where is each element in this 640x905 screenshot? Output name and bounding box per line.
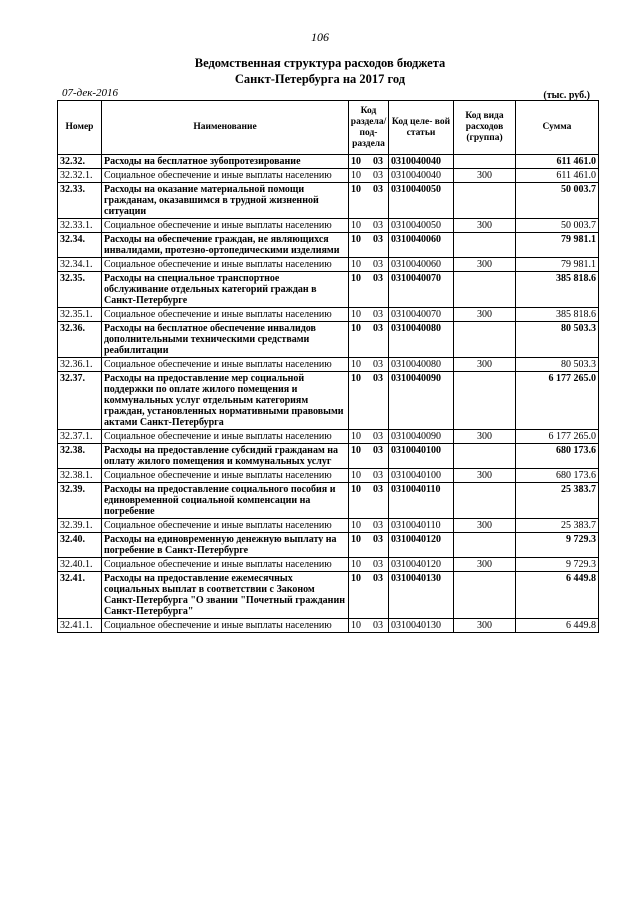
- row-number: 32.35.: [58, 272, 102, 308]
- row-subsection: 03: [373, 534, 383, 545]
- table-row: [58, 155, 599, 169]
- table-header-row: [58, 101, 599, 155]
- row-subsection: 03: [373, 445, 383, 456]
- row-expense-type: 300: [454, 258, 516, 272]
- row-expense-type: 300: [454, 169, 516, 183]
- row-name: Социальное обеспечение и иные выплаты населению: [102, 308, 349, 322]
- row-number: 32.35.1.: [58, 308, 102, 322]
- row-name: Расходы на обеспечение граждан, не являющихся инвалидами, протезно-ортопедическими изделиями: [102, 233, 349, 258]
- row-section-code: [349, 358, 389, 372]
- row-section-code: [349, 219, 389, 233]
- row-number: 32.36.1.: [58, 358, 102, 372]
- row-section-code: [349, 533, 389, 558]
- row-subsection: 03: [373, 373, 383, 384]
- row-target-code: 0310040050: [389, 183, 454, 219]
- row-amount: 79 981.1: [516, 233, 599, 258]
- budget-table: [57, 100, 599, 633]
- header-amount: Сумма: [516, 101, 599, 155]
- row-amount: 25 383.7: [516, 519, 599, 533]
- row-section: 10: [351, 156, 361, 167]
- table-row: [58, 219, 599, 233]
- table-row: [58, 572, 599, 619]
- row-subsection: 03: [373, 470, 383, 481]
- row-number: 32.40.1.: [58, 558, 102, 572]
- row-expense-type: [454, 233, 516, 258]
- row-amount: 9 729.3: [516, 558, 599, 572]
- row-expense-type: [454, 183, 516, 219]
- row-subsection: 03: [373, 484, 383, 495]
- row-subsection: 03: [373, 620, 383, 631]
- row-section: 10: [351, 534, 361, 545]
- header-section: Код раздела/ под- раздела: [349, 101, 389, 155]
- row-section-code: [349, 169, 389, 183]
- row-number: 32.34.: [58, 233, 102, 258]
- row-amount: 6 177 265.0: [516, 372, 599, 430]
- row-name: Социальное обеспечение и иные выплаты населению: [102, 619, 349, 633]
- row-amount: 6 177 265.0: [516, 430, 599, 444]
- document-date: 07-дек-2016: [62, 87, 119, 99]
- row-amount: 9 729.3: [516, 533, 599, 558]
- row-target-code: 0310040060: [389, 233, 454, 258]
- row-expense-type: 300: [454, 619, 516, 633]
- row-target-code: 0310040090: [389, 372, 454, 430]
- row-subsection: 03: [373, 309, 383, 320]
- row-expense-type: 300: [454, 469, 516, 483]
- row-target-code: 0310040100: [389, 469, 454, 483]
- row-name: Социальное обеспечение и иные выплаты населению: [102, 169, 349, 183]
- row-name: Социальное обеспечение и иные выплаты населению: [102, 469, 349, 483]
- row-expense-type: 300: [454, 308, 516, 322]
- row-section: 10: [351, 184, 361, 195]
- row-name: Социальное обеспечение и иные выплаты населению: [102, 258, 349, 272]
- table-row: [58, 169, 599, 183]
- header-name: Наименование: [102, 101, 349, 155]
- row-section-code: [349, 322, 389, 358]
- header-number: Номер: [58, 101, 102, 155]
- row-target-code: 0310040090: [389, 430, 454, 444]
- row-name: Расходы на предоставление субсидий гражданам на оплату жилого помещения и коммунальных услуг: [102, 444, 349, 469]
- row-target-code: 0310040040: [389, 169, 454, 183]
- row-section-code: [349, 469, 389, 483]
- title-line-1: Ведомственная структура расходов бюджета: [194, 56, 446, 70]
- row-expense-type: [454, 155, 516, 169]
- title-line-2: Санкт-Петербурга на 2017 год: [234, 72, 406, 86]
- header-expense-type: Код вида расходов (группа): [454, 101, 516, 155]
- row-section-code: [349, 572, 389, 619]
- row-section: 10: [351, 445, 361, 456]
- table-row: [58, 308, 599, 322]
- row-subsection: 03: [373, 359, 383, 370]
- row-expense-type: [454, 444, 516, 469]
- table-row: [58, 358, 599, 372]
- table-row: [58, 372, 599, 430]
- document-title: [0, 55, 640, 87]
- table-row: [58, 469, 599, 483]
- row-number: 32.33.: [58, 183, 102, 219]
- row-number: 32.34.1.: [58, 258, 102, 272]
- row-section: 10: [351, 359, 361, 370]
- row-amount: 6 449.8: [516, 572, 599, 619]
- row-name: Социальное обеспечение и иные выплаты населению: [102, 358, 349, 372]
- row-expense-type: [454, 483, 516, 519]
- row-name: Расходы на бесплатное обеспечение инвалидов дополнительными техническими средствами реабилитации: [102, 322, 349, 358]
- row-target-code: 0310040070: [389, 308, 454, 322]
- row-name: Социальное обеспечение и иные выплаты населению: [102, 430, 349, 444]
- row-amount: 680 173.6: [516, 469, 599, 483]
- row-target-code: 0310040110: [389, 483, 454, 519]
- row-expense-type: 300: [454, 430, 516, 444]
- header-target: Код целе- вой статьи: [389, 101, 454, 155]
- table-row: [58, 444, 599, 469]
- row-section-code: [349, 155, 389, 169]
- row-expense-type: [454, 372, 516, 430]
- unit-label: (тыс. руб.): [543, 90, 590, 101]
- row-amount: 611 461.0: [516, 155, 599, 169]
- row-name: Социальное обеспечение и иные выплаты населению: [102, 219, 349, 233]
- row-subsection: 03: [373, 259, 383, 270]
- row-expense-type: 300: [454, 219, 516, 233]
- row-number: 32.40.: [58, 533, 102, 558]
- row-section-code: [349, 372, 389, 430]
- row-amount: 79 981.1: [516, 258, 599, 272]
- row-name: Расходы на специальное транспортное обслуживание отдельных категорий граждан в Санкт-Петербурге: [102, 272, 349, 308]
- row-expense-type: [454, 533, 516, 558]
- row-section-code: [349, 233, 389, 258]
- row-subsection: 03: [373, 220, 383, 231]
- row-number: 32.38.: [58, 444, 102, 469]
- row-number: 32.32.: [58, 155, 102, 169]
- row-target-code: 0310040060: [389, 258, 454, 272]
- row-number: 32.36.: [58, 322, 102, 358]
- row-section: 10: [351, 309, 361, 320]
- table-row: [58, 519, 599, 533]
- row-number: 32.32.1.: [58, 169, 102, 183]
- row-amount: 25 383.7: [516, 483, 599, 519]
- row-section-code: [349, 619, 389, 633]
- row-section: 10: [351, 259, 361, 270]
- row-section: 10: [351, 484, 361, 495]
- row-section: 10: [351, 620, 361, 631]
- row-section: 10: [351, 373, 361, 384]
- row-section: 10: [351, 323, 361, 334]
- row-target-code: 0310040120: [389, 533, 454, 558]
- row-number: 32.37.1.: [58, 430, 102, 444]
- row-number: 32.41.1.: [58, 619, 102, 633]
- row-number: 32.38.1.: [58, 469, 102, 483]
- row-name: Расходы на оказание материальной помощи гражданам, оказавшимся в трудной жизненной ситуации: [102, 183, 349, 219]
- row-target-code: 0310040100: [389, 444, 454, 469]
- table-body: [58, 155, 599, 633]
- row-section-code: [349, 430, 389, 444]
- row-target-code: 0310040070: [389, 272, 454, 308]
- row-expense-type: 300: [454, 358, 516, 372]
- row-amount: 80 503.3: [516, 322, 599, 358]
- row-amount: 50 003.7: [516, 183, 599, 219]
- row-amount: 385 818.6: [516, 272, 599, 308]
- row-subsection: 03: [373, 156, 383, 167]
- table-row: [58, 558, 599, 572]
- row-section-code: [349, 272, 389, 308]
- table-row: [58, 258, 599, 272]
- row-target-code: 0310040120: [389, 558, 454, 572]
- row-section-code: [349, 444, 389, 469]
- table-row: [58, 619, 599, 633]
- row-subsection: 03: [373, 170, 383, 181]
- row-target-code: 0310040130: [389, 572, 454, 619]
- table-row: [58, 272, 599, 308]
- page-number: 106: [311, 30, 329, 44]
- row-section-code: [349, 308, 389, 322]
- table-row: [58, 233, 599, 258]
- row-section-code: [349, 258, 389, 272]
- row-amount: 50 003.7: [516, 219, 599, 233]
- row-section-code: [349, 558, 389, 572]
- row-name: Социальное обеспечение и иные выплаты населению: [102, 558, 349, 572]
- row-amount: 80 503.3: [516, 358, 599, 372]
- row-target-code: 0310040080: [389, 358, 454, 372]
- row-section: 10: [351, 431, 361, 442]
- row-section-code: [349, 183, 389, 219]
- row-name: Социальное обеспечение и иные выплаты населению: [102, 519, 349, 533]
- row-section: 10: [351, 273, 361, 284]
- row-amount: 611 461.0: [516, 169, 599, 183]
- row-section: 10: [351, 573, 361, 584]
- row-target-code: 0310040110: [389, 519, 454, 533]
- row-number: 32.39.: [58, 483, 102, 519]
- row-section-code: [349, 519, 389, 533]
- row-target-code: 0310040040: [389, 155, 454, 169]
- row-subsection: 03: [373, 184, 383, 195]
- row-target-code: 0310040050: [389, 219, 454, 233]
- row-subsection: 03: [373, 234, 383, 245]
- row-section: 10: [351, 220, 361, 231]
- row-section: 10: [351, 470, 361, 481]
- row-amount: 385 818.6: [516, 308, 599, 322]
- row-name: Расходы на предоставление мер социальной поддержки по оплате жилого помещения и коммунальных услуг отдельным категориям граждан, установленных нормативными правовыми актами Санкт-Петербурга: [102, 372, 349, 430]
- row-subsection: 03: [373, 573, 383, 584]
- row-amount: 680 173.6: [516, 444, 599, 469]
- row-target-code: 0310040130: [389, 619, 454, 633]
- table-row: [58, 322, 599, 358]
- row-subsection: 03: [373, 559, 383, 570]
- table-row: [58, 183, 599, 219]
- row-expense-type: 300: [454, 519, 516, 533]
- row-number: 32.33.1.: [58, 219, 102, 233]
- row-number: 32.37.: [58, 372, 102, 430]
- table-row: [58, 430, 599, 444]
- row-subsection: 03: [373, 431, 383, 442]
- row-section: 10: [351, 559, 361, 570]
- row-section: 10: [351, 234, 361, 245]
- row-expense-type: [454, 572, 516, 619]
- table-row: [58, 533, 599, 558]
- row-target-code: 0310040080: [389, 322, 454, 358]
- row-section-code: [349, 483, 389, 519]
- row-name: Расходы на предоставление социального пособия и единовременной социальной компенсации на погребение: [102, 483, 349, 519]
- row-subsection: 03: [373, 520, 383, 531]
- row-number: 32.39.1.: [58, 519, 102, 533]
- row-section: 10: [351, 520, 361, 531]
- row-expense-type: 300: [454, 558, 516, 572]
- row-name: Расходы на бесплатное зубопротезирование: [102, 155, 349, 169]
- row-name: Расходы на единовременную денежную выплату на погребение в Санкт-Петербурге: [102, 533, 349, 558]
- row-subsection: 03: [373, 273, 383, 284]
- row-amount: 6 449.8: [516, 619, 599, 633]
- row-number: 32.41.: [58, 572, 102, 619]
- row-expense-type: [454, 272, 516, 308]
- row-name: Расходы на предоставление ежемесячных социальных выплат в соответствии с Законом Санкт-Петербурга "О звании "Почетный гражданин Санкт-Петербурга": [102, 572, 349, 619]
- table-row: [58, 483, 599, 519]
- row-expense-type: [454, 322, 516, 358]
- row-subsection: 03: [373, 323, 383, 334]
- row-section: 10: [351, 170, 361, 181]
